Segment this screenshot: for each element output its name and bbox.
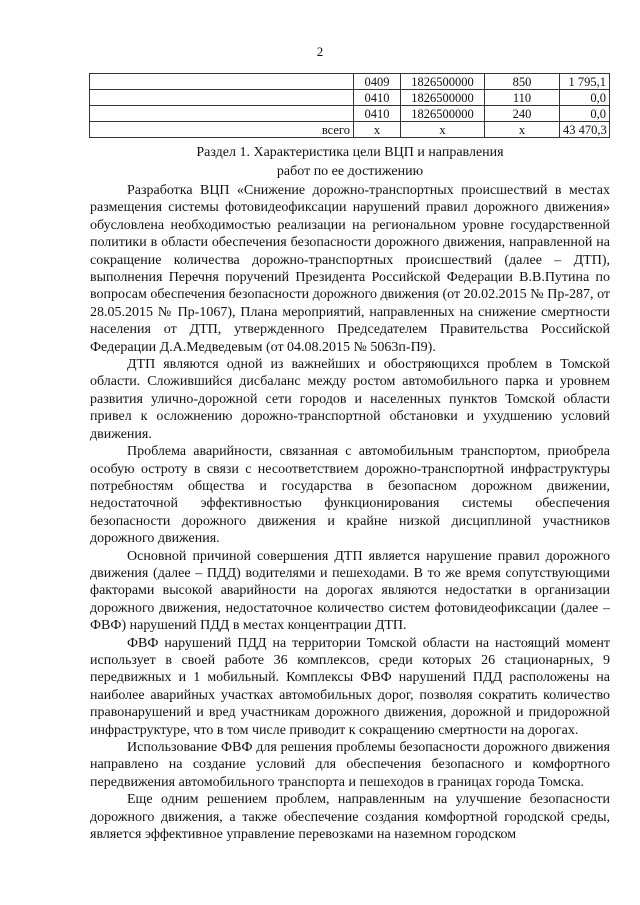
table-row [90,74,610,90]
paragraph: ДТП являются одной из важнейших и обостряющихся проблем в Томской области. Сложившийся дисбаланс между ростом автомобильного парка и уровнем развития улично-дорожной сети городов и населенных пунктов Томской области привел к осложнению дорожно-транспортной обстановки и ухудшению условий движения. [90,357,610,442]
table-cell-amount: 43 470,3 [560,122,610,138]
table-cell-amount: 0,0 [560,90,610,106]
table-cell-type: x [485,122,560,138]
table-cell-target: 1826500000 [401,90,485,106]
table-cell-amount: 0,0 [560,106,610,122]
table-row [90,106,610,122]
paragraph: Проблема аварийности, связанная с автомобильным транспортом, приобрела особую остроту в связи с несоответствием дорожно-транспортной инфраструктуры потребностям общества и государства в безопасном дорожном движении, недостаточной эффективностью функционирования системы обеспечения безопасности дорожного движения и крайне низкой дисциплиной участников дорожного движения. [90,444,610,547]
paragraph: ФВФ нарушений ПДД на территории Томской области на настоящий момент использует в своей работе 36 комплексов, среди которых 26 стационарных, 9 передвижных и 1 мобильный. Комплексы ФВФ нарушений ПДД расположены на наиболее аварийных участках автомобильных дорог, позволяя сократить количество правонарушений и вред участникам дорожного движения, дорожной и придорожной инфраструктуре, что в том числе приводит к сокращению смертности на дорогах. [90,635,610,738]
paragraph: Использование ФВФ для решения проблемы безопасности дорожного движения направлено на создание условий для обеспечения безопасного и комфортного передвижения автомобильного транспорта и пешеходов в границах города Томска. [90,740,610,790]
table-cell-label [90,74,354,90]
paragraph: Основной причиной совершения ДТП является нарушение правил дорожного движения (далее – ПДД) водителями и пешеходами. В то же время сопутствующими факторами высокой аварийности на дорогах являются недостатки в организации дорожного движения, недостаточное количество систем фотовидеофиксации (далее – ФВФ) нарушений ПДД в местах концентрации ДТП. [90,548,610,634]
table-cell-amount: 1 795,1 [560,74,610,90]
table-cell-section: 0409 [354,74,401,90]
section-heading [90,143,610,181]
table-row [90,90,610,106]
paragraph: Разработка ВЦП «Снижение дорожно-транспортных происшествий в местах размещения системы фотовидеофиксации нарушений правил дорожного движения» обусловлена необходимостью реализации на региональном уровне государственной политики в области обеспечения безопасности дорожного движения, направленной на сокращение количества дорожно-транспортных происшествий (далее – ДТП), выполнения Перечня поручений Президента Российской Федерации В.В.Путина по вопросам обеспечения безопасности дорожного движения (от 20.02.2015 № Пр-287, от 28.05.2015 № Пр-1067), Плана мероприятий, направленных на снижение смертности населения от ДТП, утвержденного Председателем Правительства Российской Федерации Д.А.Медведевым (от 04.08.2015 № 5063п-П9). [90,183,610,355]
table-cell-label [90,106,354,122]
table-cell-section: 0410 [354,106,401,122]
paragraph: Еще одним решением проблем, направленным на улучшение безопасности дорожного движения, а также обеспечение создания комфортной городской среды, является эффективное управление перевозками на наземном городском [90,792,610,843]
table-cell-target: 1826500000 [401,106,485,122]
table-cell-section: 0410 [354,90,401,106]
table-cell-target: x [401,122,485,138]
page-number: 2 [316,44,324,59]
table-cell-type: 110 [485,90,560,106]
body-text [90,182,610,843]
table-cell-label [90,90,354,106]
table-cell-type: 240 [485,106,560,122]
section-heading-line: Раздел 1. Характеристика цели ВЦП и направления [196,145,504,160]
table-cell-section: x [354,122,401,138]
table-cell-label: всего [90,122,354,138]
table-cell-target: 1826500000 [401,74,485,90]
table-row-total [90,122,610,138]
budget-table [89,73,610,138]
table-cell-type: 850 [485,74,560,90]
section-heading-line: работ по ее достижению [276,164,424,179]
